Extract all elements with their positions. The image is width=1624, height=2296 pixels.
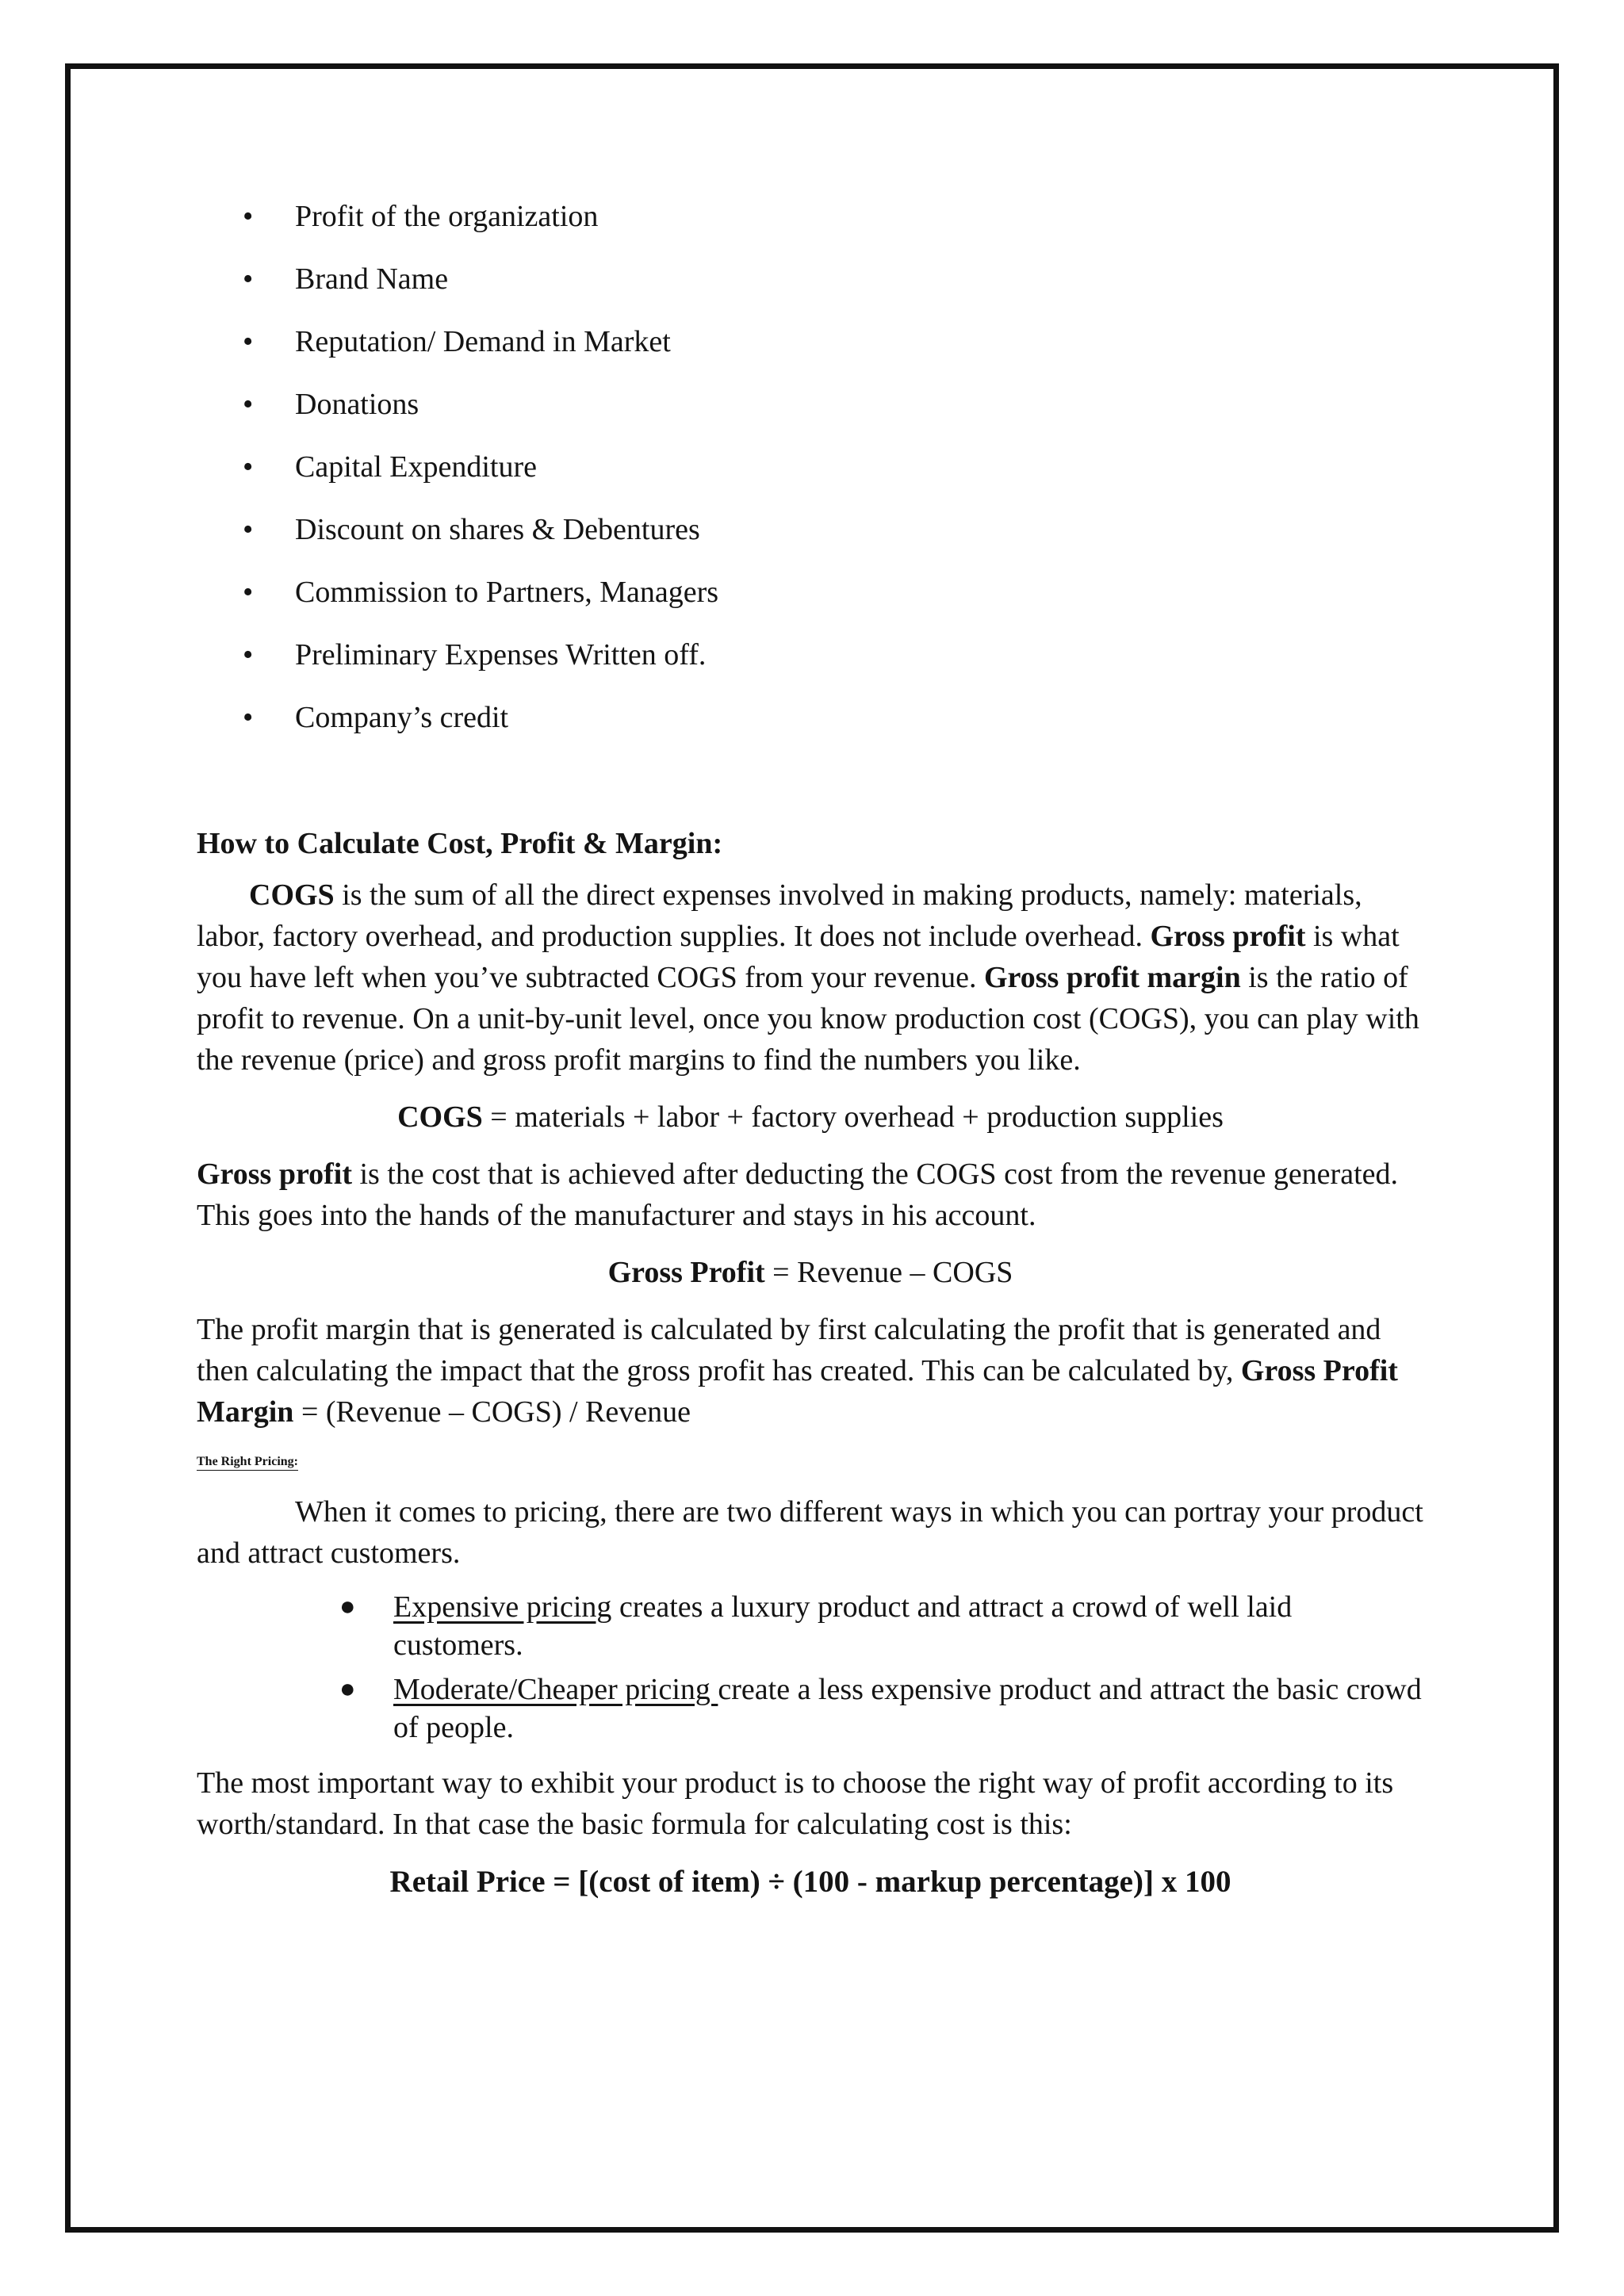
gross-profit-formula: Gross Profit = Revenue – COGS	[607, 1256, 1013, 1289]
bullet-icon: •	[243, 576, 254, 609]
bullet-icon: ●	[339, 1674, 356, 1704]
bullet-icon: •	[243, 200, 254, 233]
bullet-icon: •	[243, 701, 254, 734]
list-item: ● Moderate/Cheaper pricing create a less expensive product and attract the basic crowd of people.	[197, 1670, 1424, 1747]
bullet-icon: •	[243, 513, 254, 546]
list-item: • Donations	[197, 373, 1424, 436]
pricing-list	[197, 1588, 1424, 1747]
list-item: • Profit of the organization	[197, 186, 1424, 248]
bullet-icon: •	[243, 450, 254, 484]
bullet-icon: •	[243, 262, 254, 296]
bullet-icon: •	[243, 638, 254, 672]
document-body	[197, 186, 1424, 1904]
list-item: • Brand Name	[197, 248, 1424, 311]
cogs-paragraph: COGS is the sum of all the direct expenses involved in making products, namely: materials, labor, factory overhead, and production supplies. It does not include overhead. Gross profit is what you have left when you’ve subtracted COGS from your revenue. Gross profit margin is the ratio of profit to revenue. On a unit-by-unit level, once you know production cost (COGS), you can play with the revenue (price) and gross profit margins to find the numbers you like.	[197, 878, 1419, 1077]
profit-margin-paragraph: The profit margin that is generated is calculated by first calculating the profit that is generated and then calculating the impact that the gross profit has created. This can be calculated by, Gross Profit Margin = (Revenue – COGS) / Revenue	[197, 1313, 1398, 1429]
bullet-icon: •	[243, 388, 254, 421]
list-item: • Reputation/ Demand in Market	[197, 311, 1424, 373]
list-item: • Company’s credit	[197, 687, 1424, 749]
cogs-formula: COGS = materials + labor + factory overhead + production supplies	[397, 1100, 1224, 1134]
retail-price-paragraph: The most important way to exhibit your product is to choose the right way of profit according to its worth/standard. In that case the basic formula for calculating cost is this:	[197, 1766, 1394, 1841]
list-item: ● Expensive pricing creates a luxury product and attract a crowd of well laid customers.	[197, 1588, 1424, 1664]
pricing-intro: When it comes to pricing, there are two different ways in which you can portray your product and attract customers.	[197, 1495, 1423, 1570]
section-heading-pricing: The Right Pricing:	[197, 1455, 298, 1468]
list-item: • Capital Expenditure	[197, 436, 1424, 499]
gross-profit-paragraph: Gross profit is the cost that is achieved after deducting the COGS cost from the revenue generated. This goes into the hands of the manufacturer and stays in his account.	[197, 1158, 1398, 1232]
bullet-icon: •	[243, 325, 254, 358]
section-heading-calculate: How to Calculate Cost, Profit & Margin:	[197, 827, 723, 860]
list-item: • Preliminary Expenses Written off.	[197, 624, 1424, 687]
bullet-icon: ●	[339, 1592, 356, 1621]
list-item: • Discount on shares & Debentures	[197, 499, 1424, 561]
list-item: • Commission to Partners, Managers	[197, 561, 1424, 624]
bullet-list	[197, 186, 1424, 749]
retail-price-formula: Retail Price = [(cost of item) ÷ (100 - markup percentage)] x 100	[389, 1865, 1231, 1899]
